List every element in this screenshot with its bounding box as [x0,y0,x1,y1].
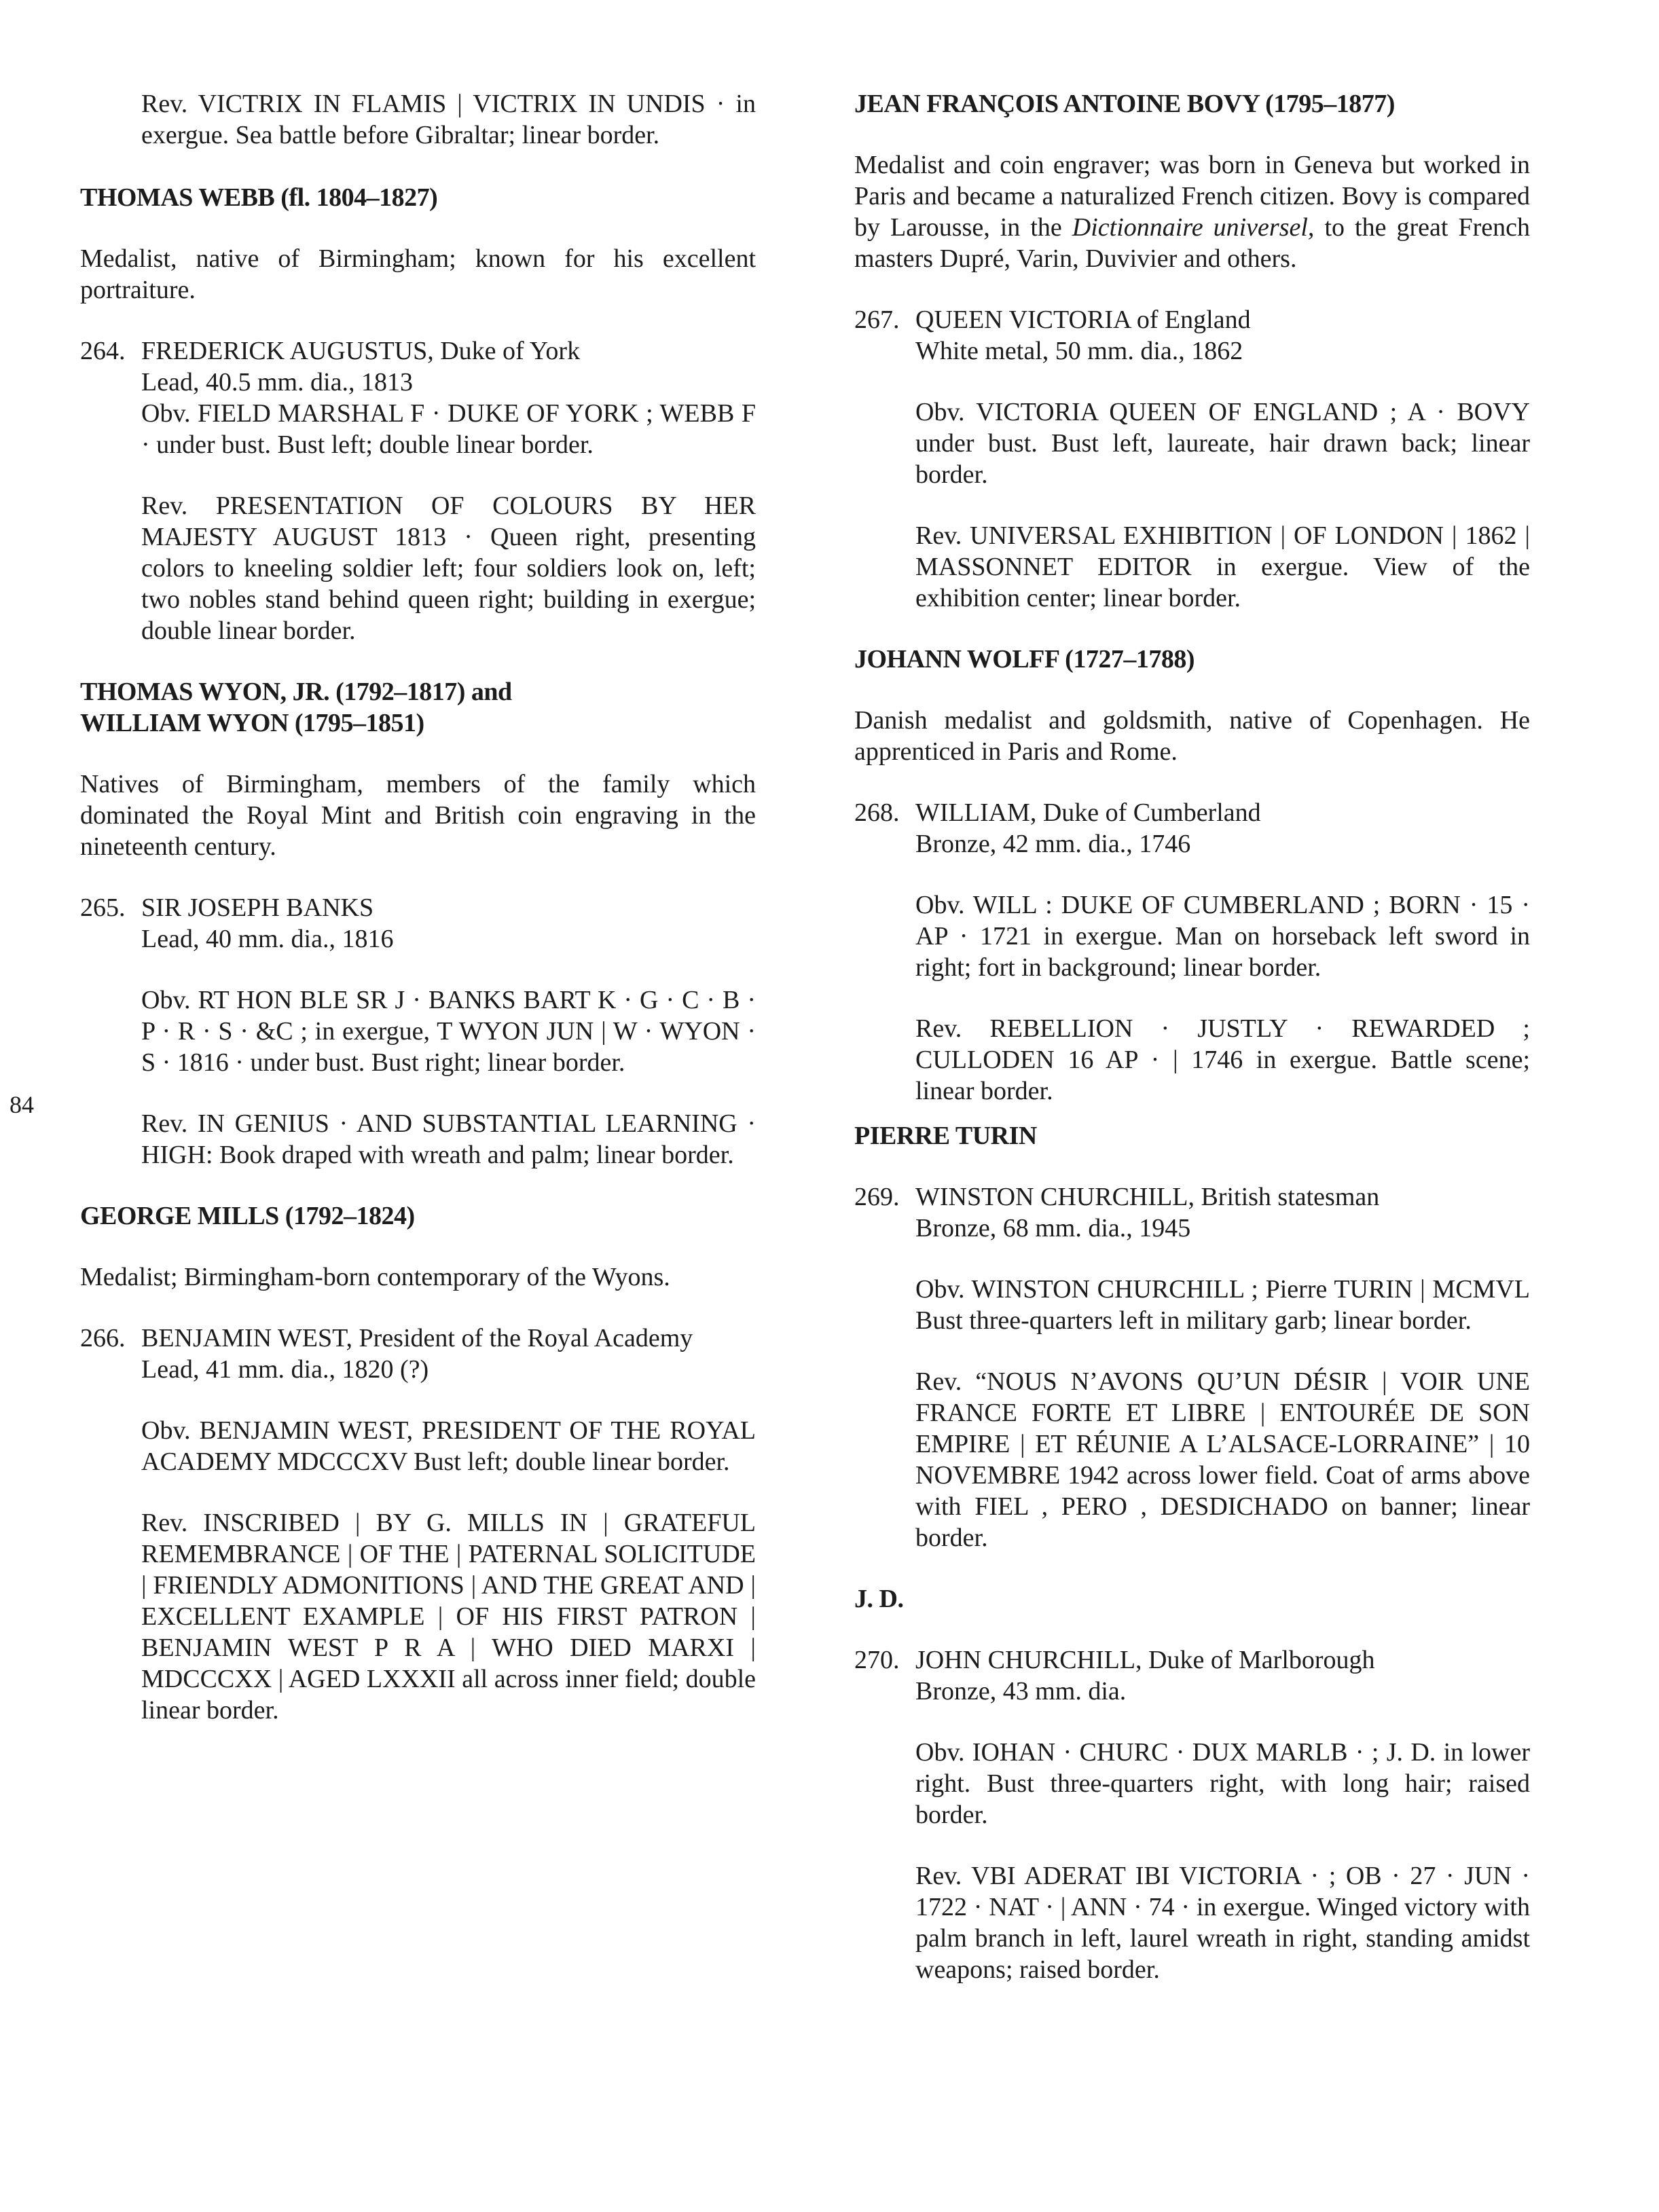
entry-obverse: Obv. RT HON BLE SR J · BANKS BART K · G · C · B · P · R · S · &C ; in exergue, T WYON JUN | W · WYON · S · 1816 · under bust. Bust right; linear border. [141,986,756,1077]
entry-reverse: Rev. REBELLION · JUSTLY · REWARDED ; CULLODEN 16 AP · | 1746 in exergue. Battle scene; linear border. [915,1014,1530,1105]
entry-title: WILLIAM, Duke of Cumberland [915,798,1261,827]
heading-thomas-webb: THOMAS WEBB (fl. 1804–1827) [80,183,438,212]
entry-reverse: Rev. PRESENTATION OF COLOURS BY HER MAJESTY AUGUST 1813 · Queen right, presenting colors to kneeling soldier left; four soldiers look on, left; two nobles stand behind queen right; building in exergue; double linear border. [141,492,756,645]
heading-pierre-turin: PIERRE TURIN [854,1122,1037,1150]
entry-number: 268. [854,798,900,827]
entry-details: Lead, 41 mm. dia., 1820 (?) [141,1355,429,1384]
catalog-entry-264 [80,335,756,398]
right-column [854,88,1530,1985]
entry-details: Bronze, 43 mm. dia. [915,1677,1127,1706]
entry-obverse: Obv. WINSTON CHURCHILL ; Pierre TURIN | MCMVL Bust three-quarters left in military garb; linear border. [915,1275,1530,1335]
bio-bovy-text-1: Medalist and coin engraver; was born in Geneva but worked in Paris and became a naturalized French citizen. Bovy is compared by Larousse, in the [854,151,1530,242]
entry-details: White metal, 50 mm. dia., 1862 [915,337,1243,365]
entry-title: WINSTON CHURCHILL, British statesman [915,1183,1380,1211]
entry-number: 266. [80,1324,126,1352]
left-column [80,88,756,1726]
heading-wyon-1: THOMAS WYON, JR. (1792–1817) and [80,678,512,706]
entry-reverse: Rev. VBI ADERAT IBI VICTORIA · ; OB · 27 · JUN · 1722 · NAT · | ANN · 74 · in exergue. Winged victory with palm branch in left, laurel wreath in right, standing amidst weapons; raised border. [915,1862,1530,1984]
entry-title: FREDERICK AUGUSTUS, Duke of York [141,337,581,365]
bio-wyon: Natives of Birmingham, members of the family which dominated the Royal Mint and British coin engraving in the nineteenth century. [80,770,756,861]
entry-reverse: Rev. UNIVERSAL EXHIBITION | OF LONDON | 1862 | MASSONNET EDITOR in exergue. View of the exhibition center; linear border. [915,521,1530,612]
entry-details: Bronze, 68 mm. dia., 1945 [915,1214,1191,1242]
page-number: 84 [10,1091,34,1118]
heading-bovy: JEAN FRANÇOIS ANTOINE BOVY (1795–1877) [854,90,1395,118]
catalog-entry-270 [854,1644,1530,1707]
bio-george-mills: Medalist; Birmingham-born contemporary of the Wyons. [80,1263,670,1291]
entry-title: SIR JOSEPH BANKS [141,893,374,922]
entry-title: JOHN CHURCHILL, Duke of Marlborough [915,1646,1375,1674]
heading-jd: J. D. [854,1585,904,1613]
entry-details: Lead, 40.5 mm. dia., 1813 [141,368,413,397]
webb-prior-reverse: Rev. VICTRIX IN FLAMIS | VICTRIX IN UNDIS · in exergue. Sea battle before Gibraltar; linear border. [141,90,756,149]
entry-obverse: Obv. IOHAN · CHURC · DUX MARLB · ; J. D. in lower right. Bust three-quarters right, with long hair; raised border. [915,1738,1530,1829]
heading-wyon-2: WILLIAM WYON (1795–1851) [80,709,424,737]
catalog-entry-265 [80,892,756,955]
catalog-entry-266 [80,1323,756,1385]
entry-reverse: Rev. INSCRIBED | BY G. MILLS IN | GRATEFUL REMEMBRANCE | OF THE | PATERNAL SOLICITUDE | FRIENDLY ADMONITIONS | AND THE GREAT AND | EXCELLENT EXAMPLE | OF HIS FIRST PATRON | BENJAMIN WEST P R A | WHO DIED MARXI | MDCCCXX | AGED LXXXII all across inner field; double linear border. [141,1509,756,1725]
bio-bovy [854,149,1530,274]
entry-reverse: Rev. IN GENIUS · AND SUBSTANTIAL LEARNING · HIGH: Book draped with wreath and palm; linear border. [141,1109,756,1169]
entry-number: 270. [854,1646,900,1674]
bio-bovy-text-2: to the great French masters Dupré, Varin, Duvivier and others. [854,213,1530,273]
bio-bovy-italic-title: Dictionnaire universel, [1072,213,1315,242]
entry-details: Bronze, 42 mm. dia., 1746 [915,830,1191,858]
entry-title: BENJAMIN WEST, President of the Royal Academy [141,1324,693,1352]
entry-number: 264. [80,337,126,365]
entry-number: 269. [854,1183,900,1211]
entry-details: Lead, 40 mm. dia., 1816 [141,925,394,953]
entry-number: 265. [80,893,126,922]
catalog-entry-268 [854,797,1530,860]
entry-number: 267. [854,306,900,334]
entry-reverse: Rev. “NOUS N’AVONS QU’UN DÉSIR | VOIR UNE FRANCE FORTE ET LIBRE | ENTOURÉE DE SON EMPIRE | ET RÉUNIE A L’ALSACE-LORRAINE” | 10 NOVEMBRE 1942 across lower field. Coat of arms above with FIEL , PERO , DESDICHADO on banner; linear border. [915,1367,1530,1552]
catalog-entry-267 [854,304,1530,367]
heading-george-mills: GEORGE MILLS (1792–1824) [80,1202,415,1230]
entry-obverse: Obv. FIELD MARSHAL F · DUKE OF YORK ; WEBB F · under bust. Bust left; double linear border. [141,399,756,459]
catalog-entry-269 [854,1181,1530,1244]
bio-johann-wolff: Danish medalist and goldsmith, native of Copenhagen. He apprenticed in Paris and Rome. [854,706,1530,766]
entry-obverse: Obv. WILL : DUKE OF CUMBERLAND ; BORN · 15 · AP · 1721 in exergue. Man on horseback left sword in right; fort in background; linear border. [915,891,1530,982]
bio-thomas-webb: Medalist, native of Birmingham; known for his excellent portraiture. [80,244,756,304]
heading-johann-wolff: JOHANN WOLFF (1727–1788) [854,645,1195,674]
entry-title: QUEEN VICTORIA of England [915,306,1251,334]
entry-obverse: Obv. BENJAMIN WEST, PRESIDENT OF THE ROYAL ACADEMY MDCCCXV Bust left; double linear border. [141,1416,756,1476]
entry-obverse: Obv. VICTORIA QUEEN OF ENGLAND ; A · BOVY under bust. Bust left, laureate, hair drawn back; linear border. [915,398,1530,489]
